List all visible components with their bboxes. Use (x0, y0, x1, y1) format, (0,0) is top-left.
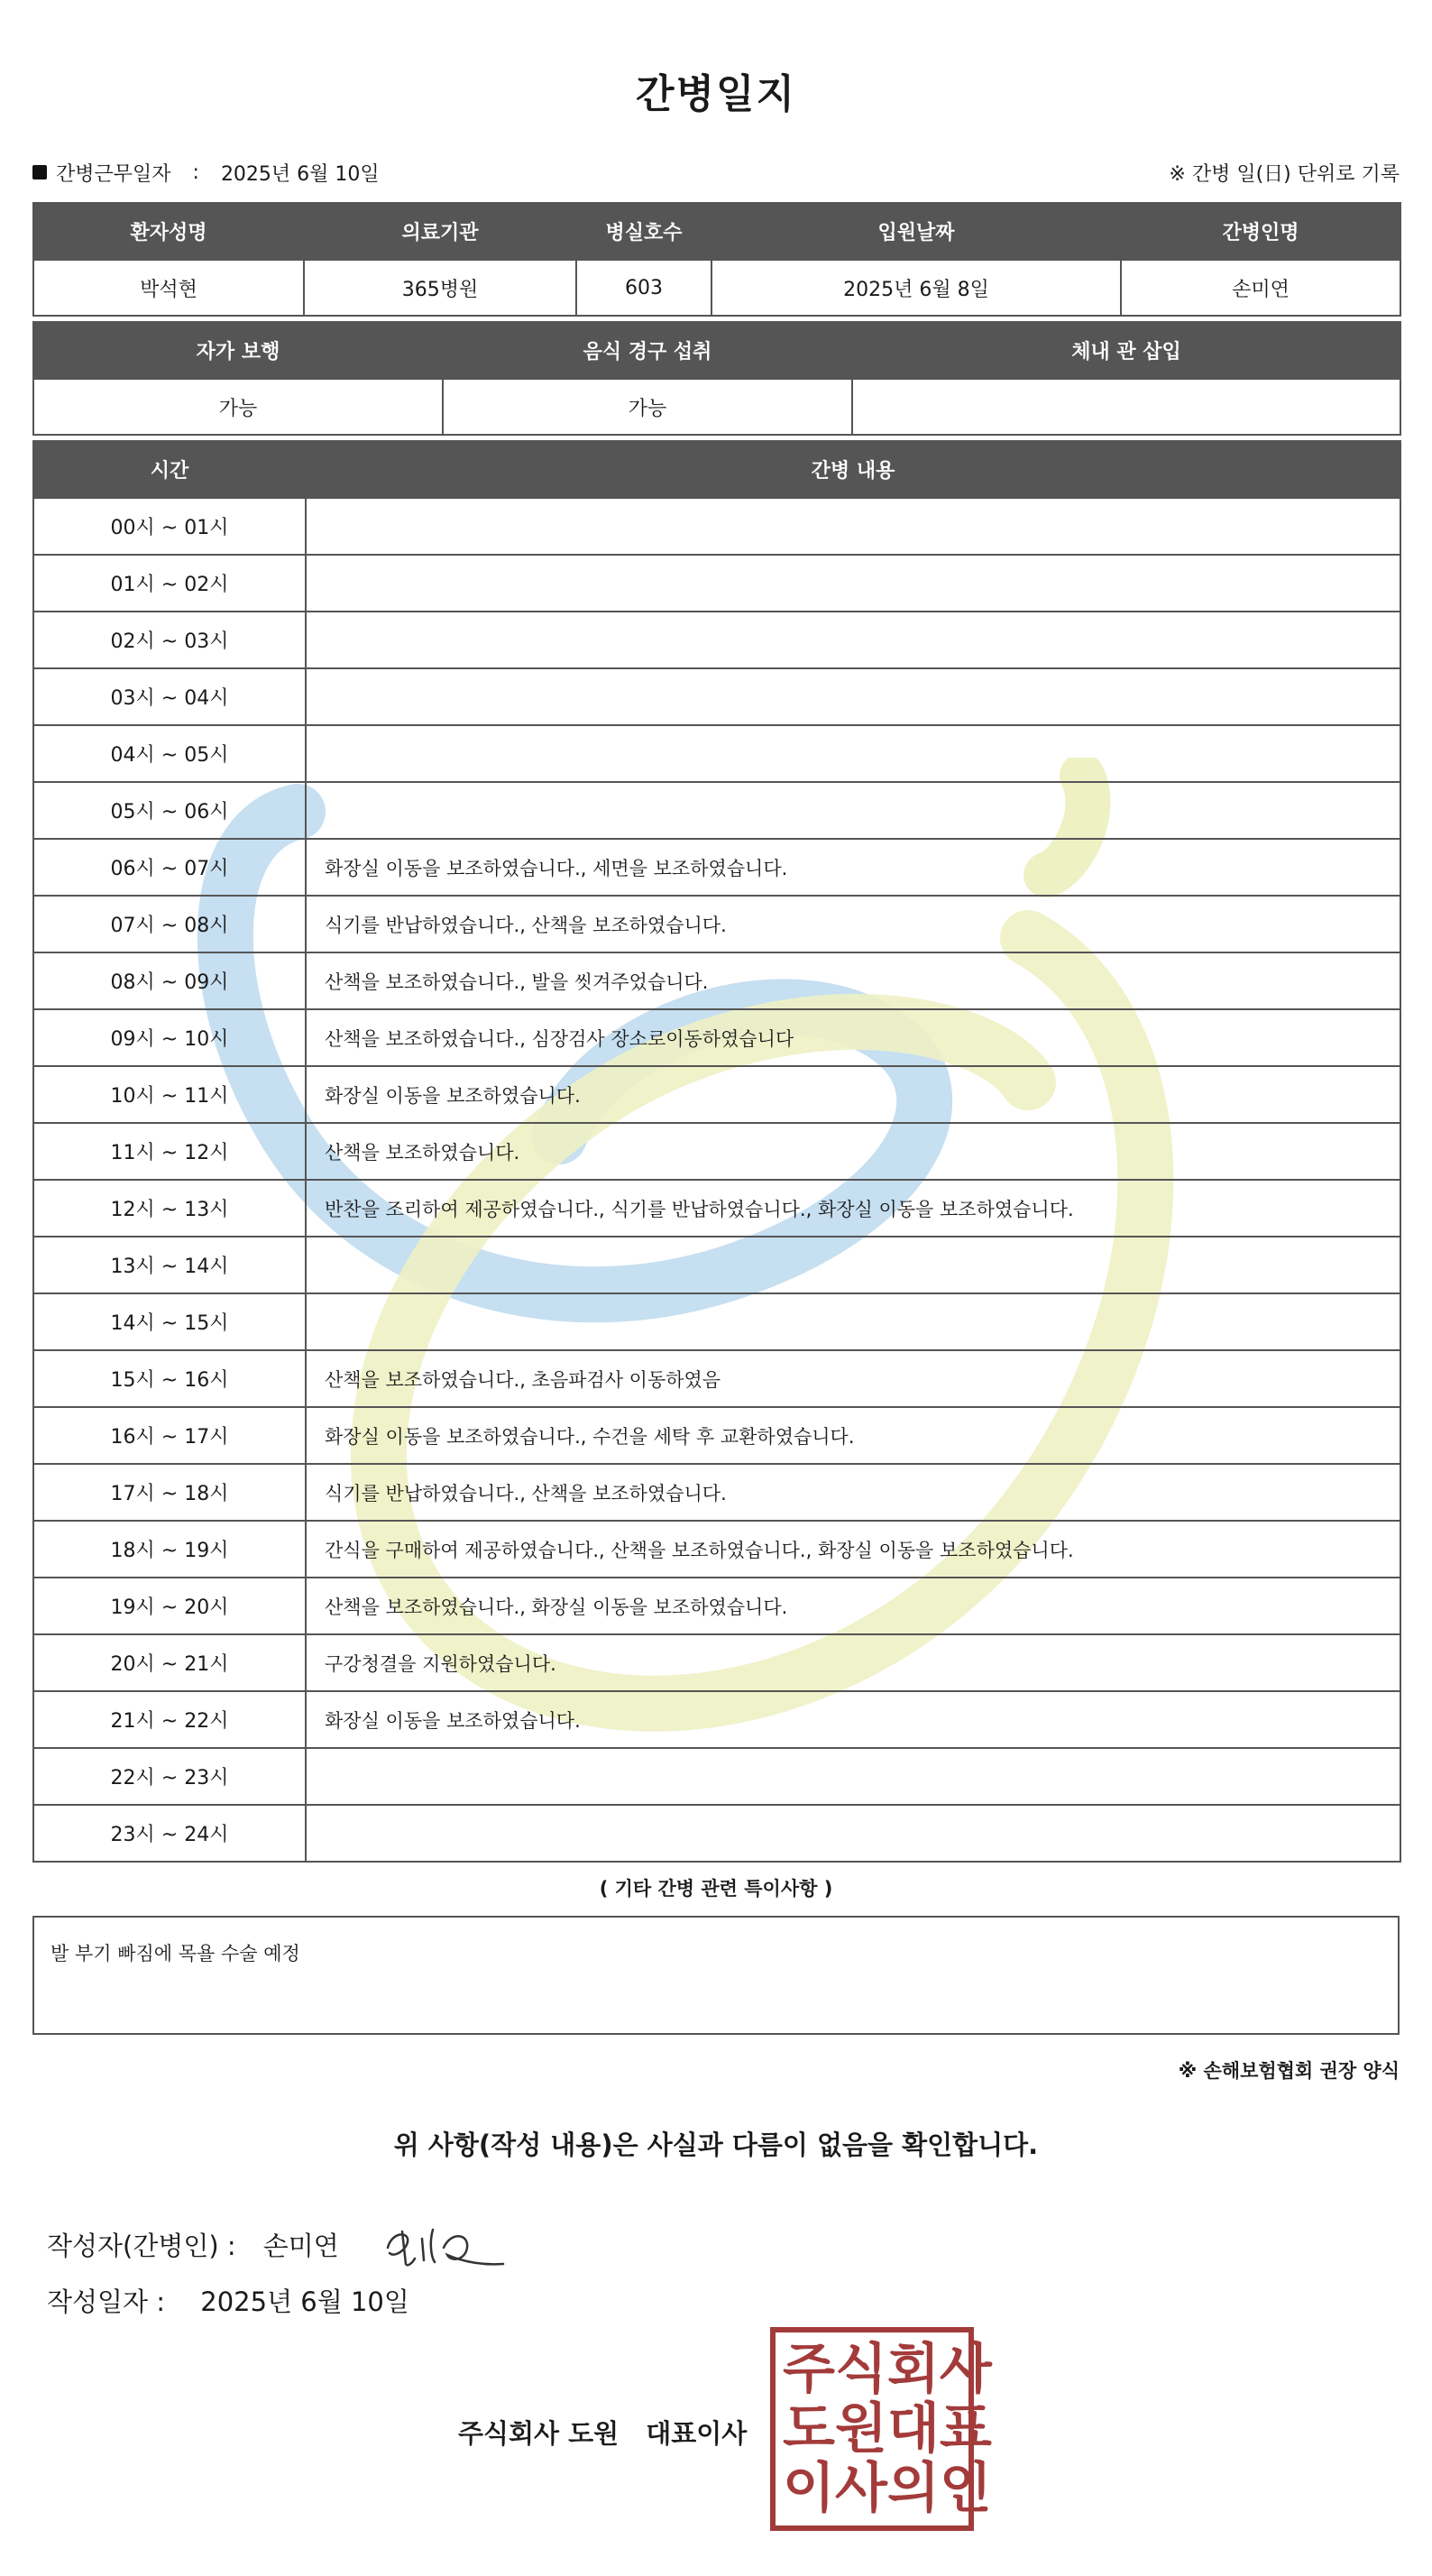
self-walking-value: 가능 (33, 379, 443, 435)
log-content: 반찬을 조리하여 제공하였습니다., 식기를 반납하였습니다., 화장실 이동을 보조하였습니다. (306, 1180, 1400, 1237)
seal-character: 사 (939, 2338, 992, 2401)
log-row (33, 1805, 1400, 1862)
log-time: 12시 ~ 13시 (33, 1180, 306, 1237)
log-time: 15시 ~ 16시 (33, 1350, 306, 1407)
log-time: 18시 ~ 19시 (33, 1521, 306, 1578)
log-content: 구강청결을 지원하였습니다. (306, 1634, 1400, 1691)
log-row (33, 1237, 1400, 1293)
header-care-content: 간병 내용 (306, 441, 1400, 498)
seal-character: 식 (834, 2338, 887, 2401)
log-time: 07시 ~ 08시 (33, 896, 306, 952)
log-body (33, 498, 1400, 1862)
seal-character: 의 (886, 2457, 940, 2520)
log-content: 식기를 반납하였습니다., 산책을 보조하였습니다. (306, 1464, 1400, 1521)
log-content: 산책을 보조하였습니다., 초음파검사 이동하였음 (306, 1350, 1400, 1407)
log-content (306, 725, 1400, 782)
log-content (306, 668, 1400, 725)
log-time: 20시 ~ 21시 (33, 1634, 306, 1691)
log-content: 산책을 보조하였습니다. (306, 1123, 1400, 1180)
ability-value-row (33, 379, 1400, 435)
log-time: 04시 ~ 05시 (33, 725, 306, 782)
log-content (306, 1805, 1400, 1862)
log-row (33, 668, 1400, 725)
meta-row (32, 157, 1400, 188)
bullet-square-icon (32, 165, 47, 179)
patient-name: 박석현 (33, 260, 304, 316)
seal-character: 이 (783, 2457, 835, 2520)
patient-ability-table (32, 321, 1401, 436)
tube-insertion-value (852, 379, 1400, 435)
seal-character: 표 (939, 2397, 992, 2461)
log-row (33, 1293, 1400, 1350)
header-tube-insertion: 체내 관 삽입 (852, 322, 1400, 379)
seal-character: 도 (783, 2397, 835, 2461)
written-date-value: 2025년 6월 10일 (200, 2286, 409, 2317)
log-row (33, 1634, 1400, 1691)
patient-info-table (32, 202, 1401, 317)
caregiver-name: 손미연 (1121, 260, 1400, 316)
log-time: 10시 ~ 11시 (33, 1066, 306, 1123)
work-date-label: 간병근무일자 (56, 162, 171, 186)
log-header-row (33, 441, 1400, 498)
log-content: 산책을 보조하였습니다., 심장검사 장소로이동하였습니다 (306, 1009, 1400, 1066)
seal-character: 원 (834, 2397, 887, 2461)
patient-value-row (33, 260, 1400, 316)
log-row (33, 1123, 1400, 1180)
work-date-group (32, 159, 380, 187)
log-time: 01시 ~ 02시 (33, 555, 306, 612)
room-number: 603 (576, 260, 711, 316)
company-representative: 대표이사 (646, 2418, 748, 2449)
log-row (33, 1748, 1400, 1805)
ability-header-row (33, 322, 1400, 379)
log-time: 16시 ~ 17시 (33, 1407, 306, 1464)
header-patient-name: 환자성명 (33, 203, 304, 260)
log-time: 08시 ~ 09시 (33, 952, 306, 1009)
written-date-label: 작성일자 : (47, 2286, 166, 2317)
log-row (33, 498, 1400, 555)
seal-character: 주 (783, 2338, 835, 2401)
log-row (33, 612, 1400, 668)
company-seal (770, 2327, 992, 2531)
log-time: 09시 ~ 10시 (33, 1009, 306, 1066)
log-content (306, 498, 1400, 555)
log-row (33, 952, 1400, 1009)
log-time: 11시 ~ 12시 (33, 1123, 306, 1180)
log-time: 05시 ~ 06시 (33, 782, 306, 839)
handwritten-signature (379, 2212, 514, 2277)
log-time: 03시 ~ 04시 (33, 668, 306, 725)
log-content: 화장실 이동을 보조하였습니다. (306, 1691, 1400, 1748)
log-row (33, 1066, 1400, 1123)
company-name: 주식회사 도원 (458, 2418, 620, 2449)
log-row (33, 1691, 1400, 1748)
log-time: 14시 ~ 15시 (33, 1293, 306, 1350)
log-content (306, 612, 1400, 668)
log-content (306, 1237, 1400, 1293)
hospital-name: 365병원 (304, 260, 576, 316)
log-content: 간식을 구매하여 제공하였습니다., 산책을 보조하였습니다., 화장실 이동을 보조하였습니다. (306, 1521, 1400, 1578)
log-content: 산책을 보조하였습니다., 화장실 이동을 보조하였습니다. (306, 1578, 1400, 1634)
log-content (306, 1293, 1400, 1350)
log-row (33, 725, 1400, 782)
log-content (306, 1748, 1400, 1805)
header-admission-date: 입원날짜 (711, 203, 1121, 260)
work-date-separator: : (192, 161, 199, 184)
log-content: 화장실 이동을 보조하였습니다. (306, 1066, 1400, 1123)
seal-character: 인 (939, 2457, 992, 2520)
log-time: 21시 ~ 22시 (33, 1691, 306, 1748)
log-row (33, 555, 1400, 612)
log-content: 화장실 이동을 보조하였습니다., 세면을 보조하였습니다. (306, 839, 1400, 896)
writer-row (47, 2212, 514, 2277)
log-content: 산책을 보조하였습니다., 발을 씻겨주었습니다. (306, 952, 1400, 1009)
log-row (33, 1578, 1400, 1634)
header-self-walking: 자가 보행 (33, 322, 443, 379)
header-room-number: 병실호수 (576, 203, 711, 260)
care-log-table (32, 440, 1401, 1863)
log-time: 17시 ~ 18시 (33, 1464, 306, 1521)
log-time: 22시 ~ 23시 (33, 1748, 306, 1805)
log-row (33, 839, 1400, 896)
log-content (306, 782, 1400, 839)
log-row (33, 1009, 1400, 1066)
work-date-value: 2025년 6월 10일 (220, 162, 380, 186)
written-date-row (47, 2282, 409, 2319)
log-row (33, 1407, 1400, 1464)
oral-intake-value: 가능 (443, 379, 852, 435)
log-time: 23시 ~ 24시 (33, 1805, 306, 1862)
seal-character: 대 (886, 2397, 940, 2461)
log-time: 13시 ~ 14시 (33, 1237, 306, 1293)
confirmation-statement: 위 사항(작성 내용)은 사실과 다름이 없음을 확인합니다. (393, 2130, 1039, 2160)
log-content: 식기를 반납하였습니다., 산책을 보조하였습니다. (306, 896, 1400, 952)
log-row (33, 1350, 1400, 1407)
seal-character: 회 (886, 2338, 940, 2401)
unit-note: ※ 간병 일(日) 단위로 기록 (1169, 162, 1400, 186)
header-time: 시간 (33, 441, 306, 498)
writer-name: 손미연 (262, 2230, 339, 2261)
log-row (33, 782, 1400, 839)
log-row (33, 1180, 1400, 1237)
header-hospital: 의료기관 (304, 203, 576, 260)
log-content: 화장실 이동을 보조하였습니다., 수건을 세탁 후 교환하였습니다. (306, 1407, 1400, 1464)
log-row (33, 896, 1400, 952)
header-caregiver-name: 간병인명 (1121, 203, 1400, 260)
log-time: 00시 ~ 01시 (33, 498, 306, 555)
header-oral-intake: 음식 경구 섭취 (443, 322, 852, 379)
log-time: 19시 ~ 20시 (33, 1578, 306, 1634)
writer-label: 작성자(간병인) : (47, 2230, 236, 2261)
notes-text: 발 부기 빠짐에 목욜 수술 예정 (50, 1943, 300, 1964)
company-block (458, 2414, 747, 2451)
notes-box (32, 1916, 1400, 2035)
log-content (306, 555, 1400, 612)
log-row (33, 1464, 1400, 1521)
log-time: 02시 ~ 03시 (33, 612, 306, 668)
seal-character: 사 (834, 2457, 887, 2520)
form-source-note: ※ 손해보험협회 권장 양식 (1178, 2060, 1400, 2082)
log-time: 06시 ~ 07시 (33, 839, 306, 896)
admission-date: 2025년 6월 8일 (711, 260, 1121, 316)
log-row (33, 1521, 1400, 1578)
notes-title: ( 기타 간병 관련 특이사항 ) (599, 1878, 833, 1900)
document-title: 간병일지 (635, 71, 796, 117)
patient-header-row (33, 203, 1400, 260)
